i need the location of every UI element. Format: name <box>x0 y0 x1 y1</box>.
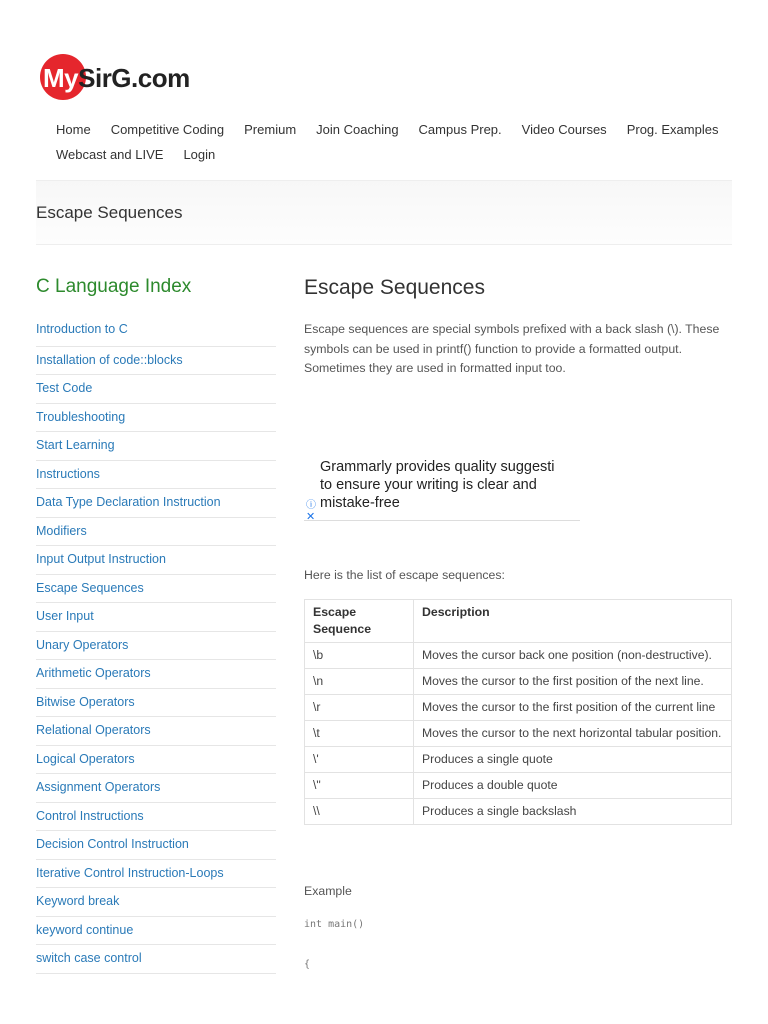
sidebar-item-control-instructions[interactable]: Control Instructions <box>36 803 276 832</box>
table-row <box>305 799 732 825</box>
sidebar-item-introduction[interactable]: Introduction to C <box>36 318 276 347</box>
sidebar-item-keyword-break[interactable]: Keyword break <box>36 888 276 917</box>
site-logo[interactable] <box>40 54 190 102</box>
table-cell-sequence: \n <box>305 669 414 695</box>
example-label: Example <box>304 884 352 898</box>
ad-close-icon[interactable]: ✕ <box>306 511 316 523</box>
table-cell-sequence: \\ <box>305 799 414 825</box>
ad-text[interactable] <box>320 458 580 512</box>
sidebar <box>36 276 276 974</box>
table-cell-description: Produces a double quote <box>414 773 732 799</box>
sidebar-item-escape-sequences[interactable]: Escape Sequences <box>36 575 276 604</box>
table-row <box>305 669 732 695</box>
nav-item-prog-examples[interactable]: Prog. Examples <box>626 122 719 137</box>
table-cell-description: Moves the cursor back one position (non-destructive). <box>414 643 732 669</box>
escape-sequence-table <box>304 599 732 825</box>
sidebar-item-relational-operators[interactable]: Relational Operators <box>36 717 276 746</box>
table-cell-description: Moves the cursor to the first position of the current line <box>414 695 732 721</box>
table-cell-sequence: \' <box>305 747 414 773</box>
nav-row-1 <box>56 117 736 142</box>
page-title: Escape Sequences <box>36 203 183 222</box>
sidebar-item-logical-operators[interactable]: Logical Operators <box>36 746 276 775</box>
table-cell-sequence: \" <box>305 773 414 799</box>
sidebar-item-switch-case[interactable]: switch case control <box>36 945 276 974</box>
nav-row-2 <box>56 142 736 167</box>
nav-item-premium[interactable]: Premium <box>244 122 297 137</box>
nav-item-login[interactable]: Login <box>183 147 216 162</box>
ad-info-icon[interactable]: ⓘ <box>306 500 316 511</box>
ad-line-2: to ensure your writing is clear and <box>320 477 537 493</box>
table-header-row <box>305 600 732 643</box>
sidebar-item-user-input[interactable]: User Input <box>36 603 276 632</box>
table-row <box>305 773 732 799</box>
sidebar-item-iterative-control[interactable]: Iterative Control Instruction-Loops <box>36 860 276 889</box>
table-row <box>305 695 732 721</box>
list-intro: Here is the list of escape sequences: <box>304 568 505 582</box>
sidebar-item-arithmetic-operators[interactable]: Arithmetic Operators <box>36 660 276 689</box>
sidebar-item-test-code[interactable]: Test Code <box>36 375 276 404</box>
sidebar-item-decision-control[interactable]: Decision Control Instruction <box>36 831 276 860</box>
page-title-bar <box>36 180 732 245</box>
code-line: { <box>304 959 311 970</box>
code-line: int main() <box>304 919 365 930</box>
table-row <box>305 721 732 747</box>
sidebar-item-instructions[interactable]: Instructions <box>36 461 276 490</box>
ad-line-1: Grammarly provides quality suggesti <box>320 459 555 475</box>
nav-item-webcast[interactable]: Webcast and LIVE <box>56 147 164 162</box>
table-header-description: Description <box>414 600 732 643</box>
table-row <box>305 747 732 773</box>
table-cell-sequence: \r <box>305 695 414 721</box>
sidebar-item-data-type-declaration[interactable]: Data Type Declaration Instruction <box>36 489 276 518</box>
main-nav <box>56 117 736 167</box>
table-cell-sequence: \b <box>305 643 414 669</box>
intro-paragraph: Escape sequences are special symbols prefixed with a back slash (\). These symbols can be used in printf() function to provide a formatted output. Sometimes they are used in formatted input too. <box>304 322 720 375</box>
logo-rest: SirG.com <box>78 63 190 93</box>
sidebar-item-troubleshooting[interactable]: Troubleshooting <box>36 404 276 433</box>
table-cell-description: Moves the cursor to the first position of the next line. <box>414 669 732 695</box>
table-header-escape-sequence: Escape Sequence <box>305 600 414 643</box>
main-content <box>304 276 732 970</box>
article-title: Escape Sequences <box>304 276 485 299</box>
table-cell-description: Produces a single quote <box>414 747 732 773</box>
sidebar-item-bitwise-operators[interactable]: Bitwise Operators <box>36 689 276 718</box>
sidebar-item-installation[interactable]: Installation of code::blocks <box>36 347 276 376</box>
sidebar-item-unary-operators[interactable]: Unary Operators <box>36 632 276 661</box>
nav-item-campus-prep[interactable]: Campus Prep. <box>418 122 502 137</box>
nav-item-competitive-coding[interactable]: Competitive Coding <box>110 122 225 137</box>
nav-item-video-courses[interactable]: Video Courses <box>521 122 607 137</box>
table-cell-description: Produces a single backslash <box>414 799 732 825</box>
logo-my: My <box>43 63 79 93</box>
nav-item-join-coaching[interactable]: Join Coaching <box>316 122 399 137</box>
ad-line-3: mistake-free <box>320 495 400 511</box>
sidebar-item-keyword-continue[interactable]: keyword continue <box>36 917 276 946</box>
table-cell-sequence: \t <box>305 721 414 747</box>
sidebar-title: C Language Index <box>36 276 192 297</box>
nav-item-home[interactable]: Home <box>56 122 91 137</box>
sidebar-list <box>36 318 276 974</box>
ad-banner[interactable] <box>304 456 580 521</box>
table-row <box>305 643 732 669</box>
sidebar-item-assignment-operators[interactable]: Assignment Operators <box>36 774 276 803</box>
sidebar-item-modifiers[interactable]: Modifiers <box>36 518 276 547</box>
sidebar-item-input-output[interactable]: Input Output Instruction <box>36 546 276 575</box>
table-cell-description: Moves the cursor to the next horizontal tabular position. <box>414 721 732 747</box>
sidebar-item-start-learning[interactable]: Start Learning <box>36 432 276 461</box>
